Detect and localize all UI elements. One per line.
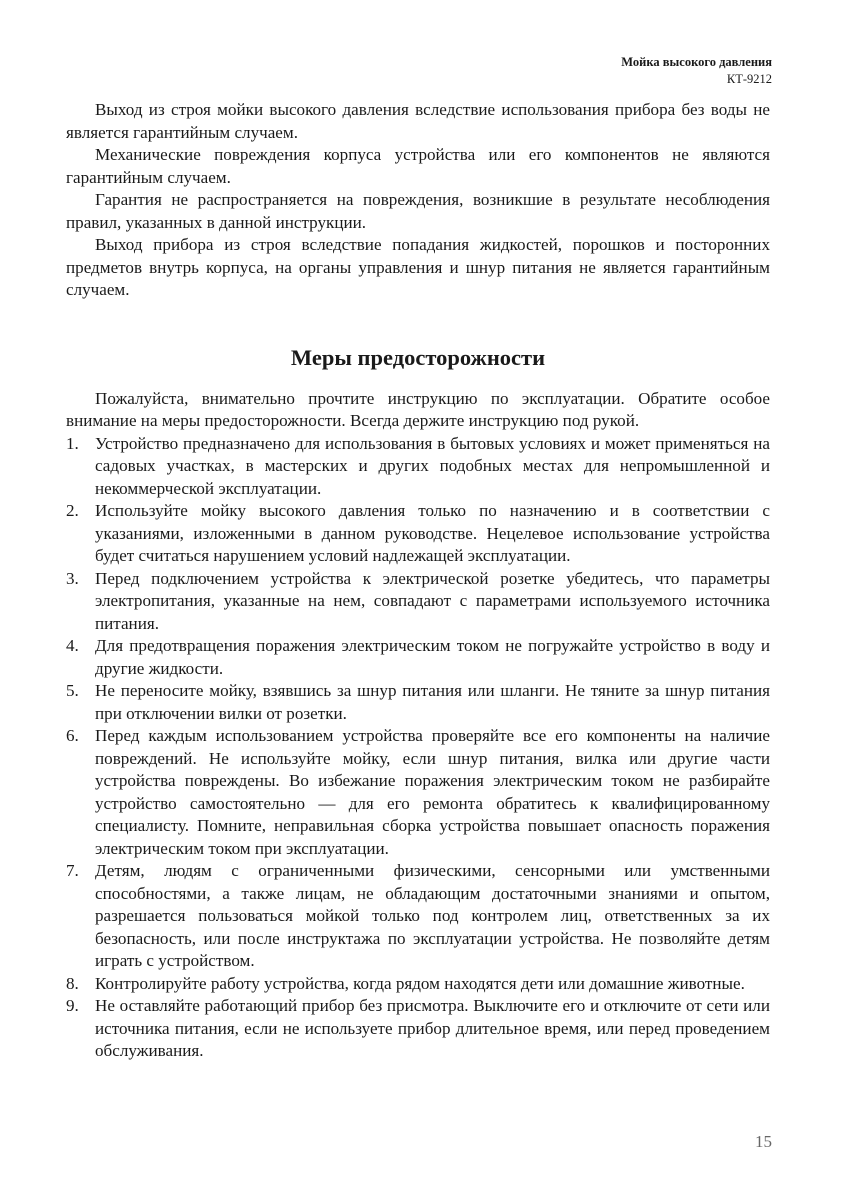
list-item: [66, 500, 770, 568]
list-item-text: Детям, людям с ограниченными физическими, сенсорными или умственными способностями, а также лицам, не обладающим достаточными знаниями и опытом, разрешается пользоваться мойкой только под контролем лиц, ответственных за их безопасность, или после инструктажа по эксплуатации устройства. Не позволяйте детям играть с устройством.: [95, 861, 770, 970]
intro-paragraph: Механические повреждения корпуса устройства или его компонентов не являются гарантийным случаем.: [66, 145, 770, 187]
list-item-text: Перед каждым использованием устройства проверяйте все его компоненты на наличие повреждений. Не используйте мойку, если шнур питания, вилка или другие части устройства повреждены. Во избежание поражения электрическим током не разбирайте устройство самостоятельно — для его ремонта обратитесь к квалифицированному специалисту. Помните, неправильная сборка устройства повышает опасность поражения электрическим током при эксплуатации.: [95, 726, 770, 858]
list-item-text: Используйте мойку высокого давления только по назначению и в соответствии с указаниями, изложенными в данном руководстве. Нецелевое использование устройства будет считаться нарушением условий надлежащей эксплуатации.: [95, 501, 770, 565]
list-item-number: 9.: [66, 996, 79, 1015]
page-number: 15: [755, 1132, 772, 1151]
list-item-number: 3.: [66, 568, 79, 588]
list-item: [66, 995, 770, 1063]
list-item-number: 6.: [66, 726, 79, 745]
section-title: Меры предосторожности: [290, 344, 546, 370]
list-item-number: 5.: [66, 681, 79, 700]
list-item: [66, 680, 770, 725]
list-item-number: 8.: [66, 973, 79, 993]
page-content: [66, 99, 770, 1063]
header-title: Мойка высокого давления: [621, 55, 772, 69]
intro-paragraph: Выход из строя мойки высокого давления вследствие использования прибора без воды не является гарантийным случаем.: [66, 100, 770, 142]
header-model: КТ-9212: [726, 72, 772, 86]
intro-paragraph: Выход прибора из строя вследствие попадания жидкостей, порошков и посторонних предметов внутрь корпуса, на органы управления и шнур питания не является гарантийным случаем.: [66, 235, 770, 299]
list-item-number: 4.: [66, 636, 79, 655]
list-item-number: 7.: [66, 861, 79, 880]
intro-paragraph: Гарантия не распространяется на повреждения, возникшие в результате несоблюдения правил, указанных в данной инструкции.: [66, 190, 770, 232]
list-item-text: Не оставляйте работающий прибор без присмотра. Выключите его и отключите от сети или источника питания, если не используете прибор длительное время, или перед проведением обслуживания.: [95, 996, 770, 1060]
list-item: [66, 433, 770, 501]
list-item-text: Перед подключением устройства к электрической розетке убедитесь, что параметры электропитания, указанные на нем, совпадают с параметрами используемого источника питания.: [95, 568, 770, 633]
list-item: [66, 725, 770, 860]
list-item: [66, 635, 770, 680]
precautions-list: [66, 433, 770, 1063]
list-item-number: 2.: [66, 501, 79, 520]
list-item-number: 1.: [66, 433, 79, 453]
list-item-text: Не переносите мойку, взявшись за шнур питания или шланги. Не тяните за шнур питания при отключении вилки от розетки.: [95, 681, 770, 723]
running-header: [621, 54, 772, 88]
list-item-text: Для предотвращения поражения электрическим током не погружайте устройство в воду и другие жидкости.: [95, 636, 770, 678]
list-item: [66, 973, 770, 996]
list-item-text: Устройство предназначено для использования в бытовых условиях и может применяться на садовых участках, в мастерских и других подобных местах для непромышленной и некоммерческой эксплуатации.: [95, 433, 770, 498]
list-item: [66, 860, 770, 973]
list-item: [66, 568, 770, 636]
section-lead: Пожалуйста, внимательно прочтите инструкцию по эксплуатации. Обратите особое внимание на меры предосторожности. Всегда держите инструкцию под рукой.: [66, 388, 770, 430]
list-item-text: Контролируйте работу устройства, когда рядом находятся дети или домашние животные.: [95, 973, 745, 993]
